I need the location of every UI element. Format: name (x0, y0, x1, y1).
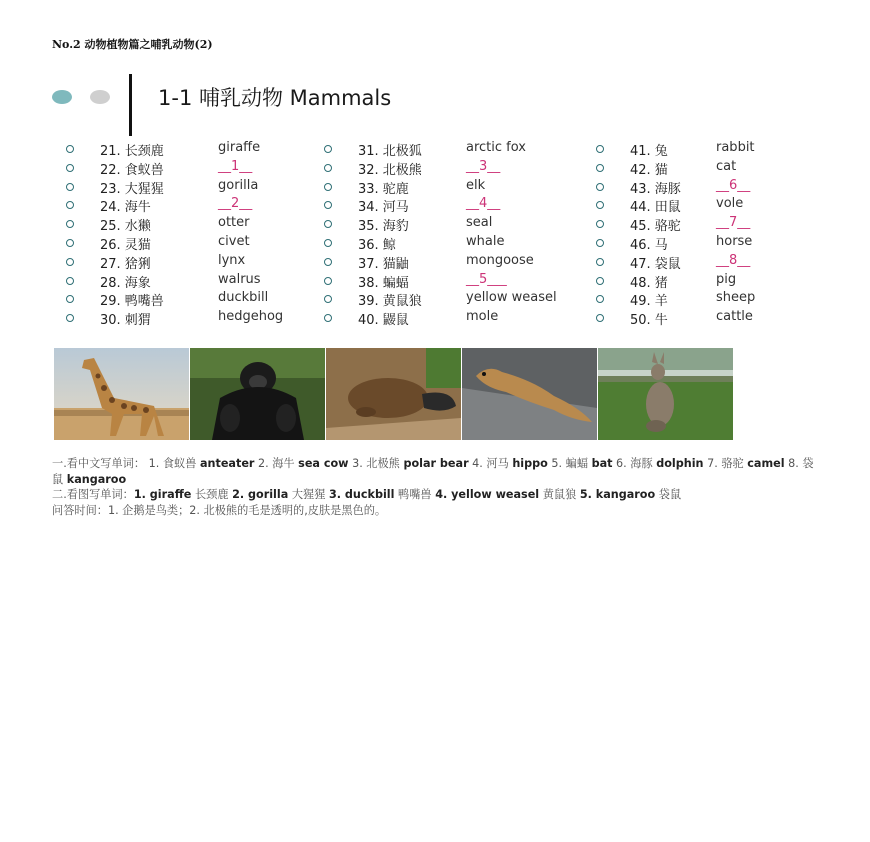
answer-word: anteater (199, 457, 255, 470)
vocab-chinese: 25. 水獭 (100, 219, 151, 235)
answer-section-1-items (52, 457, 814, 486)
animal-photo-strip (54, 348, 732, 440)
circle-bullet-icon (596, 164, 604, 172)
answer-cn: 2. 海牛 (258, 457, 295, 470)
circle-bullet-icon (66, 183, 74, 191)
answer-word: polar bear (403, 457, 469, 470)
circle-bullet-icon (66, 220, 74, 228)
circle-bullet-icon (66, 201, 74, 209)
vocab-english: elk (466, 177, 486, 193)
circle-bullet-icon (66, 277, 74, 285)
vocab-chinese: 26. 灵猫 (100, 237, 151, 253)
vocab-chinese: 38. 蝙蝠 (358, 275, 409, 291)
answer-cn: 5. 蝙蝠 (551, 457, 589, 470)
vocab-chinese: 36. 鲸 (358, 237, 396, 253)
circle-bullet-icon (66, 164, 74, 172)
vocab-english: horse (716, 233, 753, 249)
gorilla-photo (190, 348, 325, 440)
answer-section-3-label: 问答时间： (52, 503, 108, 517)
vocab-english: gorilla (218, 177, 259, 193)
vocab-chinese: 47. 袋鼠 (630, 256, 681, 272)
answer-word: 5. kangaroo (579, 488, 656, 501)
vocab-chinese: 31. 北极狐 (358, 144, 422, 159)
vocab-english: yellow weasel (466, 290, 557, 306)
vocab-chinese: 35. 海豹 (358, 219, 409, 235)
circle-bullet-icon (324, 164, 332, 172)
vocab-chinese: 39. 黄鼠狼 (358, 294, 422, 310)
circle-bullet-icon (324, 277, 332, 285)
answer-cn: 大猩猩 (291, 488, 326, 501)
vocab-blank: __1__ (218, 158, 253, 174)
answer-word: 2. gorilla (232, 488, 289, 501)
circle-bullet-icon (324, 258, 332, 266)
circle-bullet-icon (66, 145, 74, 153)
vocab-chinese: 49. 羊 (630, 294, 668, 310)
vocab-chinese: 50. 牛 (630, 313, 668, 329)
circle-bullet-icon (66, 314, 74, 322)
vocab-chinese: 42. 猫 (630, 162, 668, 178)
vocab-chinese: 24. 海牛 (100, 200, 151, 216)
vocab-chinese: 29. 鸭嘴兽 (100, 294, 164, 310)
answer-cn: 长颈鹿 (194, 488, 229, 501)
vocab-chinese: 40. 鼹鼠 (358, 313, 409, 329)
vocab-chinese: 28. 海象 (100, 275, 151, 291)
yellow-weasel-photo (462, 348, 597, 440)
circle-bullet-icon (324, 314, 332, 322)
circle-bullet-icon (596, 277, 604, 285)
circle-bullet-icon (324, 239, 332, 247)
answer-section-3-text: 1. 企鹅是鸟类；2. 北极熊的毛是透明的,皮肤是黑色的。 (107, 503, 387, 517)
vocab-english: arctic fox (466, 140, 526, 155)
circle-bullet-icon (66, 239, 74, 247)
vocab-chinese: 46. 马 (630, 237, 668, 253)
answer-cn: 7. 骆驼 (707, 457, 744, 470)
circle-bullet-icon (324, 201, 332, 209)
vocab-blank: __5___ (466, 271, 507, 287)
answer-section-3 (52, 503, 822, 519)
answer-section-2-items (134, 488, 681, 501)
circle-bullet-icon (324, 295, 332, 303)
answer-cn: 6. 海豚 (616, 457, 653, 470)
circle-bullet-icon (596, 314, 604, 322)
vocab-blank: __3__ (466, 158, 501, 174)
vocab-english: hedgehog (218, 309, 284, 325)
vocab-english: lynx (218, 252, 246, 268)
vocab-chinese: 27. 猞猁 (100, 256, 151, 272)
vocab-chinese: 22. 食蚁兽 (100, 162, 164, 178)
circle-bullet-icon (596, 258, 604, 266)
slide-title: 1-1 哺乳动物 Mammals (158, 86, 392, 110)
teal-dot-icon (52, 90, 72, 104)
vocab-chinese: 44. 田鼠 (630, 200, 681, 216)
vocab-english: cattle (716, 309, 753, 325)
circle-bullet-icon (66, 295, 74, 303)
vocab-list (66, 140, 806, 330)
vocab-blank: __4__ (466, 196, 501, 212)
answer-key (52, 456, 822, 518)
vocab-english: giraffe (218, 140, 261, 155)
vocab-chinese: 41. 兔 (630, 144, 668, 159)
answer-word: 1. giraffe (133, 488, 192, 501)
answer-cn: 8. 袋鼠 (52, 457, 814, 486)
answer-cn: 袋鼠 (658, 488, 682, 501)
vocab-english: seal (466, 215, 493, 231)
vocab-english: cat (716, 158, 737, 174)
answer-section-2 (52, 487, 822, 503)
vocab-blank: __7__ (716, 215, 751, 231)
vocab-chinese: 21. 长颈鹿 (100, 144, 164, 159)
vocab-chinese: 23. 大猩猩 (100, 181, 164, 197)
vocab-blank: __2__ (218, 196, 253, 212)
circle-bullet-icon (66, 258, 74, 266)
answer-cn: 黄鼠狼 (542, 488, 577, 501)
vocab-english: walrus (218, 271, 261, 287)
answer-cn: 1. 食蚁兽 (148, 457, 197, 470)
vocab-english: otter (218, 215, 250, 231)
vocab-chinese: 34. 河马 (358, 200, 409, 216)
vocab-chinese: 30. 刺猬 (100, 313, 151, 329)
answer-cn: 3. 北极熊 (352, 457, 400, 470)
circle-bullet-icon (324, 145, 332, 153)
vocab-chinese: 45. 骆驼 (630, 219, 681, 235)
answer-word: dolphin (656, 457, 704, 470)
vocab-chinese: 43. 海豚 (630, 181, 681, 197)
circle-bullet-icon (596, 220, 604, 228)
vocab-english: mole (466, 309, 499, 325)
answer-word: kangaroo (66, 472, 127, 486)
circle-bullet-icon (596, 239, 604, 247)
vocab-english: rabbit (716, 140, 755, 155)
kangaroo-photo (598, 348, 733, 440)
circle-bullet-icon (324, 220, 332, 228)
answer-section-1-label: 一.看中文写单词： (52, 457, 146, 470)
answer-word: sea cow (298, 457, 349, 470)
vocab-english: pig (716, 271, 737, 287)
vocab-english: duckbill (218, 290, 269, 306)
duckbill-photo (326, 348, 461, 440)
vocab-chinese: 37. 猫鼬 (358, 256, 409, 272)
circle-bullet-icon (596, 201, 604, 209)
circle-bullet-icon (324, 183, 332, 191)
vocab-chinese: 32. 北极熊 (358, 162, 422, 178)
vocab-blank: __6__ (716, 177, 751, 193)
vocab-english: vole (716, 196, 744, 212)
answer-word: 3. duckbill (328, 488, 395, 501)
circle-bullet-icon (596, 145, 604, 153)
grey-dot-icon (90, 90, 110, 104)
vocab-english: whale (466, 233, 505, 249)
title-divider (129, 74, 132, 136)
vocab-blank: __8__ (716, 252, 751, 268)
slide-title-area (52, 72, 812, 138)
answer-word: bat (591, 457, 613, 470)
answer-word: hippo (512, 457, 548, 470)
answer-cn: 鸭嘴兽 (398, 488, 432, 501)
document-header: No.2 动物植物篇之哺乳动物(2) (52, 38, 213, 51)
answer-section-1 (52, 456, 822, 487)
vocab-english: civet (218, 233, 250, 249)
answer-cn: 4. 河马 (472, 457, 509, 470)
answer-word: camel (747, 457, 785, 470)
circle-bullet-icon (596, 295, 604, 303)
circle-bullet-icon (596, 183, 604, 191)
vocab-chinese: 33. 驼鹿 (358, 181, 409, 197)
vocab-english: mongoose (466, 252, 534, 268)
vocab-chinese: 48. 猪 (630, 275, 668, 291)
answer-word: 4. yellow weasel (435, 488, 540, 501)
vocab-english: sheep (716, 290, 756, 306)
giraffe-photo (54, 348, 189, 440)
answer-section-2-label: 二.看图写单词： (52, 488, 134, 501)
